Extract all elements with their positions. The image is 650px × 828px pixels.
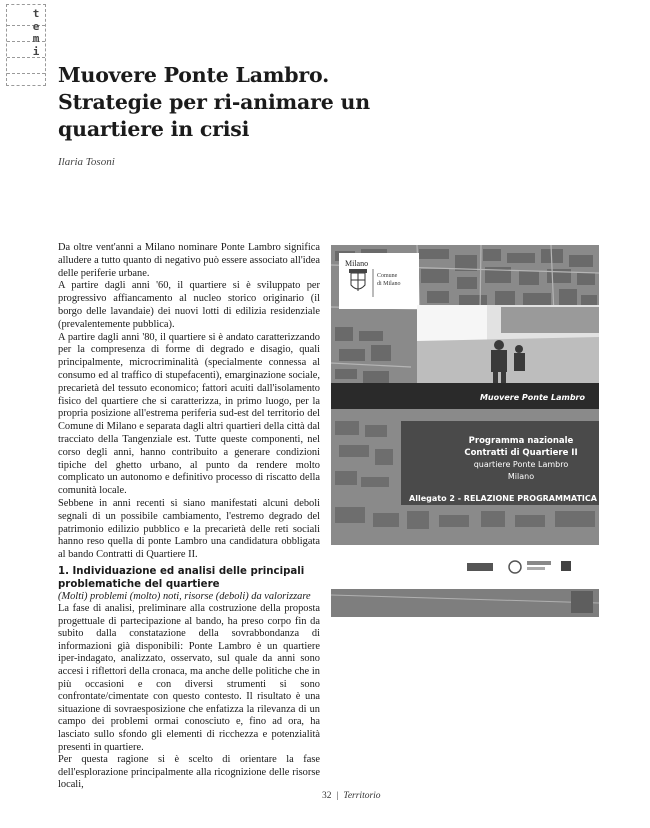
tag-letter: m: [32, 32, 40, 45]
section-tag-letters: [30, 8, 42, 58]
article-title: Muovere Ponte Lambro. Strategie per ri-animare un quartiere in crisi: [58, 63, 370, 141]
tag-letter: t: [32, 7, 40, 20]
paragraph: Sebbene in anni recenti si siano manifestati alcuni deboli segnali di un possibile cambiamento, l'estremo degrado del patrimonio edilizio pubblico e la precarietà delle reti sociali hanno reso quella di ponte Lambro una candidatura obbligata al bando Contratti di Quartiere II.: [58, 497, 320, 561]
cover-programme-line: Contratti di Quartiere II: [464, 448, 578, 458]
cover-programme-line: quartiere Ponte Lambro: [473, 460, 569, 469]
paragraph: Da oltre vent'anni a Milano nominare Ponte Lambro significa alludere a tutto quanto di negativo può essere associato all'idea delle periferie urbane.: [58, 242, 320, 279]
cover-comune-line: di Milano: [377, 281, 401, 287]
paragraph: Per questa ragione si è scelto di orientare la fase dell'esplorazione principalmente alla ricognizione delle risorse locali,: [58, 754, 320, 791]
tag-letter: e: [32, 19, 40, 33]
intro-text: [58, 242, 320, 562]
author: Ilaria Tosoni: [58, 156, 115, 168]
tag-letter: i: [32, 44, 40, 58]
paragraph: A partire dagli anni '80, il quartiere si è andato caratterizzando per la compresenza di forme di degrado e disagio, quali principalmente, microcriminalità (specialmente connessa al consumo ed al traffico di stupefacenti), emarginazione sociale, precarietà del tessuto economico; fattori acuiti dall'isolamento fisico del quartiere che si caratterizza, in primo luogo, per la propria posizione all'estrema periferia sud-est del territorio del Comune di Milano e separata dagli altri quartieri della città dal tracciato della Tangenziale est. Tutte queste componenti, nel corso degli anni, hanno contribuito a generare condizioni tipiche del ghetto urbano, al punto da rendere molto complicato un autonomo e definitivo processo di riscatto della comunità locale.: [58, 331, 320, 497]
page-footer: [322, 791, 381, 801]
section-subheading: (Molti) problemi (molto) noti, risorse (deboli) da valorizzare: [58, 591, 311, 602]
report-cover-image: [331, 245, 599, 617]
cover-programme-line: Milano: [507, 472, 535, 481]
cover-photo-title: Muovere Ponte Lambro: [479, 393, 585, 402]
cover-programme-line: Programma nazionale: [468, 436, 574, 446]
footer-separator: |: [336, 791, 339, 801]
page-number: 32: [322, 791, 332, 801]
section-text: [58, 603, 320, 792]
paragraph: La fase di analisi, preliminare alla costruzione della proposta progettuale di partecipazione al bando, ha preso corpo fin da subito dalla constatazione della sovrabbondanza di informazioni già disponibili: Ponte Lambro è un quartiere iper-indagato, analizzato, osservato, sul quale da anni sono accesi i riflettori della cronaca, ma anche delle politiche che in più occasioni e con diversi strumenti si sono confrontate/cimentate con questo contesto. Il risultato è una situazione di sovraesposizione che enfatizza la rilevanza di un campo dei problemi ormai conosciuto e, fino ad ora, ha lasciato sullo sfondo gli elementi di ricchezza e potenzialità presenti in quartiere.: [58, 603, 320, 753]
footer-section: Territorio: [343, 791, 381, 801]
cover-comune-line: Comune: [377, 273, 398, 279]
cover-allegato: Allegato 2 - RELAZIONE PROGRAMMATICA: [409, 494, 597, 503]
paragraph: A partire dagli anni '60, il quartiere si è sviluppato per progressivo affiancamento al nucleo storico originario (il borgo delle lavandaie) dei nuovi lotti di edilizia residenziale (prevalentemente pubblica).: [58, 280, 320, 330]
cover-city: Milano: [345, 259, 369, 268]
section-heading: 1. Individuazione ed analisi delle principali problematiche del quartiere: [58, 566, 305, 590]
